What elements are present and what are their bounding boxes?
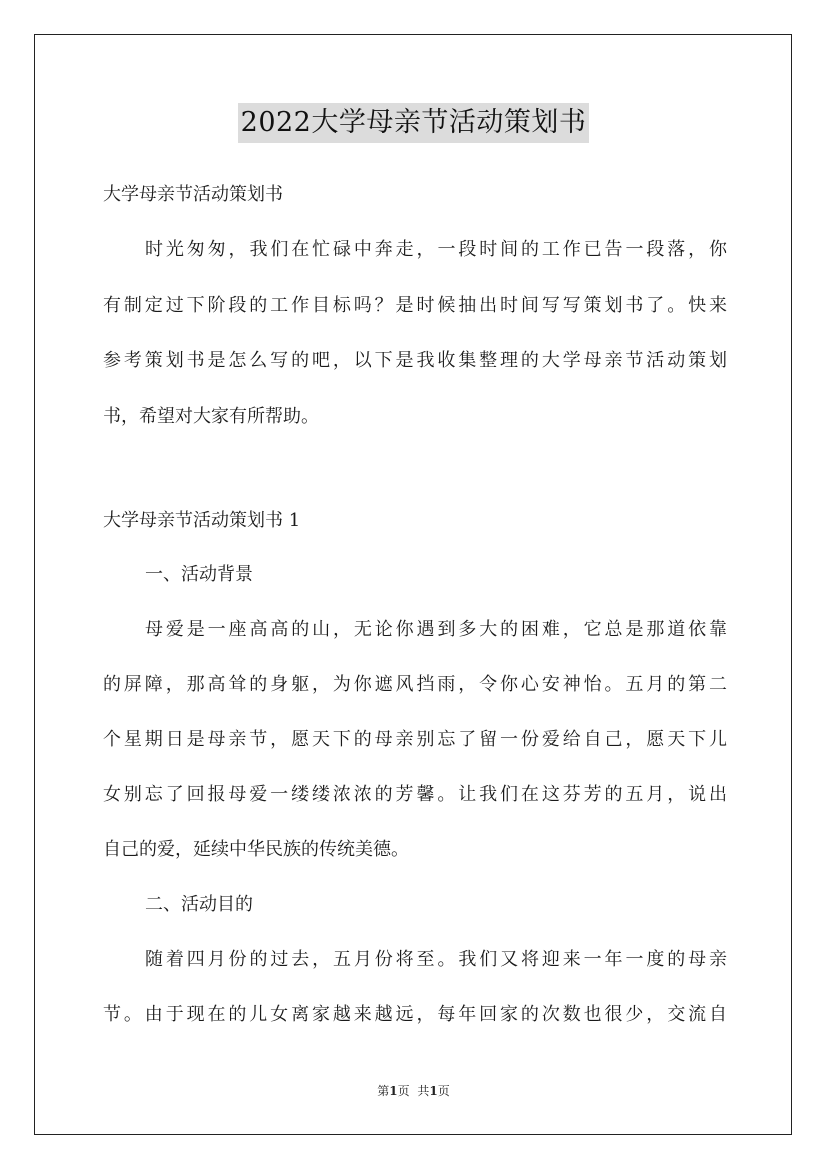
background-line-3: 个星期日是母亲节，愿天下的母亲别忘了留一份爱给自己，愿天下儿: [103, 729, 727, 750]
section-heading-1: 大学母亲节活动策划书 1: [103, 510, 301, 531]
subheading-background: 一、活动背景: [145, 564, 253, 585]
document-title: 2022大学母亲节活动策划书: [238, 103, 590, 143]
footer-page-prefix: 第: [377, 1084, 390, 1098]
purpose-line-2: 节。由于现在的儿女离家越来越远，每年回家的次数也很少，交流自: [103, 1004, 727, 1025]
background-line-4: 女别忘了回报母爱一缕缕浓浓的芳馨。让我们在这芬芳的五月，说出: [103, 784, 727, 805]
background-line-2: 的屏障，那高耸的身躯，为你遮风挡雨，令你心安神怡。五月的第二: [103, 674, 727, 695]
background-line-5: 自己的爱，延续中华民族的传统美德。: [103, 839, 409, 860]
intro-heading: 大学母亲节活动策划书: [103, 184, 283, 205]
background-line-1: 母爱是一座高高的山，无论你遇到多大的困难，它总是那道依靠: [145, 619, 727, 640]
footer-page-unit: 页: [397, 1084, 410, 1098]
purpose-line-1: 随着四月份的过去，五月份将至。我们又将迎来一年一度的母亲: [145, 949, 727, 970]
footer-total-prefix: 共: [417, 1084, 430, 1098]
intro-paragraph-line-4: 书，希望对大家有所帮助。: [103, 406, 319, 427]
footer-page-number: 1: [389, 1084, 398, 1098]
intro-paragraph-line-2: 有制定过下阶段的工作目标吗？是时候抽出时间写写策划书了。快来: [103, 295, 727, 316]
intro-paragraph-line-3: 参考策划书是怎么写的吧，以下是我收集整理的大学母亲节活动策划: [103, 350, 727, 371]
page-footer: [0, 1083, 827, 1099]
footer-total-unit: 页: [437, 1084, 450, 1098]
footer-total-number: 1: [429, 1084, 438, 1098]
subheading-purpose: 二、活动目的: [145, 894, 253, 915]
title-container: [0, 103, 827, 143]
intro-paragraph-line-1: 时光匆匆，我们在忙碌中奔走，一段时间的工作已告一段落，你: [145, 239, 727, 260]
